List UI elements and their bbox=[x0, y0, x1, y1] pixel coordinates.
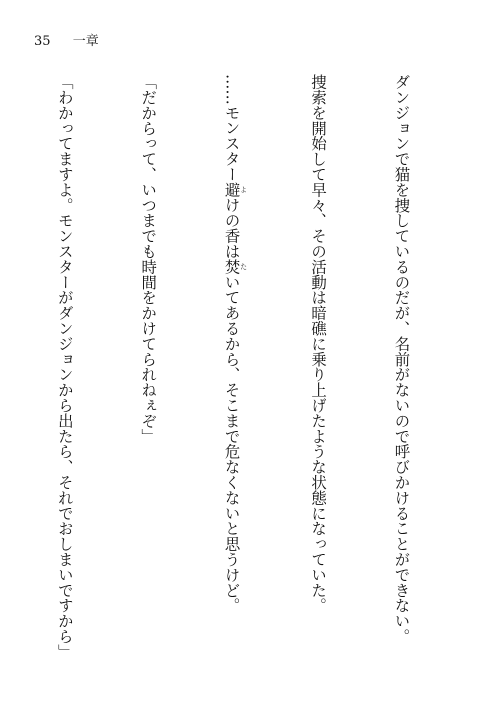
text-line-4: 「だからって、いつまでも時間をかけてられねぇぞ」 bbox=[139, 74, 158, 444]
text-line-2: 捜索を開始して早々、その活動は暗礁に乗り上げたような状態になっていた。 bbox=[309, 74, 328, 613]
running-header bbox=[34, 30, 99, 49]
text-line-3 bbox=[217, 74, 248, 654]
text-line-1: ダンジョンで猫を捜しているのだが、名前がないので呼びかけることができない。 bbox=[392, 74, 411, 644]
text-line-3-part-c: いてあるから、そこまで危なくないと思うけど。 bbox=[222, 274, 241, 614]
ruby-avoid: 避 よ bbox=[222, 181, 248, 198]
text-line-5: 「わかってますよ。モンスターがダンジョンから出たら、それでおしまいですから」 bbox=[55, 74, 74, 660]
text-line-3-part-a: ……モンスター bbox=[222, 74, 241, 182]
body-text bbox=[0, 74, 470, 660]
page-number: 35 bbox=[34, 34, 51, 49]
chapter-title: 一章 bbox=[72, 34, 99, 49]
text-line-3-part-b: けの香は bbox=[222, 197, 241, 259]
ruby-burn: 焚 た bbox=[222, 258, 248, 275]
